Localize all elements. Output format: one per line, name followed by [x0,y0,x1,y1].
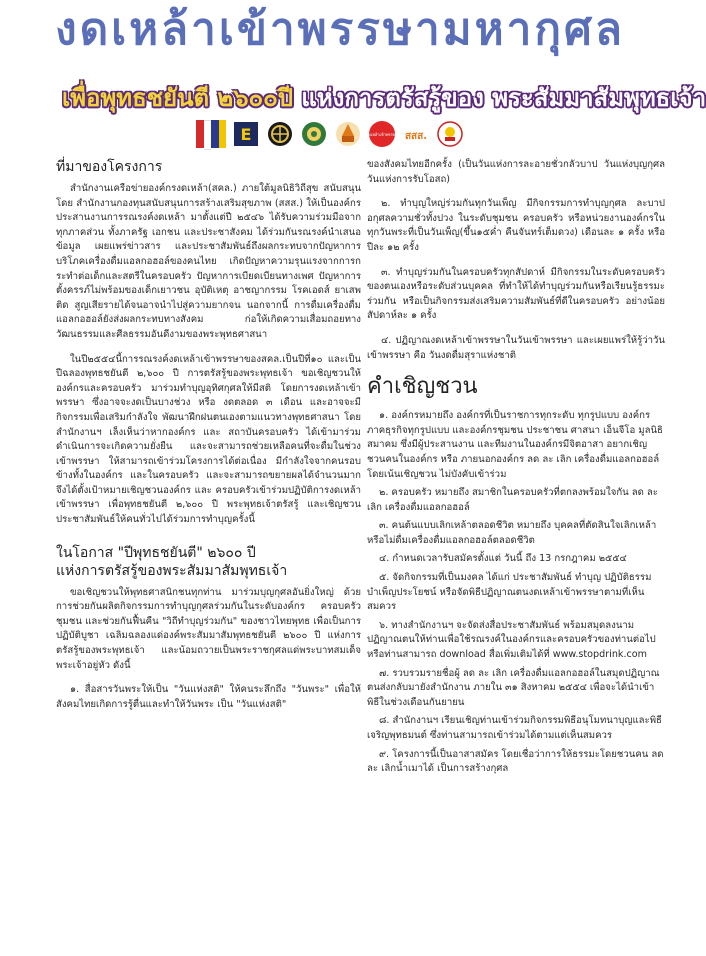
activity-item-2: ๒. ทำบุญใหญ่ร่วมกันทุกวันเพ็ญ มีกิจกรรมการทำบุญกุศล ละบาป อกุศลความชั่วทั้งปวง ในระดับชุมชน ครอบครัว หรือหน่วยงานองค์กรในทุกวันพระที่เป็นวันเพ็ญ(ขึ้น๑๕ค่ำ คืนจันทร์เต็มดวง) เดือนละ ๑ ครั้ง หรือปีละ ๑๒ ครั้ง [367,198,665,253]
activity-item-3: ๓. ทำบุญร่วมกันในครอบครัวทุกสัปดาห์ มีกิจกรรมในระดับครอบครัวของตนเองหรือระดับส่วนบุคคล ที่ทำให้ได้ทำบุญร่วมกันหรือเรียนรู้ธรรมะร่วมกัน หรือเป็นกิจกรรมส่งเสริมความสัมพันธ์ที่ดีในครอบครัว อย่างน้อยสัปดาห์ละ ๑ ครั้ง [367,266,665,322]
buddhist-emblem-logo [436,120,464,148]
red-campaign-label: งดเหล้าเข้าพรรษา [366,132,398,137]
invitation-item: ๙. โครงการนี้เป็นอาสาสมัคร โดยเชื่อว่าการให้ธรรมะโดยชวนคน ลด ละ เลิกน้ำเมาได้ เป็นการสร้างกุศล [367,748,664,775]
section-heading-invitation: คำเชิญชวน [367,374,478,400]
sss-logo [402,120,430,148]
section-heading-background: ที่มาของโครงการ [56,159,163,175]
wheel-emblem-logo [266,120,294,148]
section-heading-occasion-line1: ในโอกาส "ปีพุทธชยันตี" ๒๖๐๐ ปี [56,544,256,561]
thai-flag-logo [196,120,226,148]
subtitle-main: เพื่อพุทธชยันตี ๒๖๐๐ปี [62,84,294,112]
sss-label: สสส. [404,131,428,142]
page-subtitle [62,84,706,112]
subtitle-tail: แห่งการตรัสรู้ของ พระสัมมาสัมพุทธเจ้า [293,84,706,112]
invitation-item: ๓. คนต้นแบบเลิกเหล้าตลอดชีวิต หมายถึง บุคคลที่ตัดสินใจเลิกเหล้าหรือไม่ดื่มเครื่องดื่มแอลกอฮอล์ตลอดชีวิต [367,520,657,546]
green-seal-logo [300,120,328,148]
page-title: งดเหล้าเข้าพรรษามหากุศล [55,4,625,55]
background-paragraph-1: สำนักงานเครือข่ายองค์กรงดเหล้า(สคล.) ภายใต้มูลนิธิวิถีสุข สนับสนุนโดย สำนักงานกองทุนสนับสนุนการสร้างเสริมสุขภาพ (สสส.) ให้เป็นองค์กรประสานงานการรณรงค์งดเหล้า มาตั้งแต่ปี ๒๕๔๖ ได้รับความร่วมมือจากทุกภาคส่วน ทั้งภาครัฐ เอกชน และประชาสังคม ได้ร่วมกันรณรงค์นำเสนอข้อมูล เผยแพร่ข่าวสาร และประชาสัมพันธ์ถึงผลกระทบจากปัญหาการบริโภคเครื่องดื่มแอลกอฮอล์ของคนไทย เกิดปัญหาความรุนแรงจากการกระทำต่อเด็กและสตรีในครอบครัว ปัญหาการเบียดเบียนทางเพศ ปัญหาการตั้งครรภ์ไม่พร้อมของเด็กเยาวชน อุบัติเหตุ อาชญากรรม โรคเอดส์ ยาเสพติด สูญเสียรายได้จนอาจนำไปสู่ความยากจน นอกจากนี้ การดื่มเครื่องดื่มแอลกอฮอล์ยังส่งผลกระทบทางสังคม ก่อให้เกิดความเสื่อมถอยทางวัฒนธรรมและศีลธรรมอันดีงามของพระพุทธศาสนา [56,183,361,340]
e-emblem-label: E [240,125,252,144]
invitation-item: ๗. รวบรวมรายชื่อผู้ ลด ละ เลิก เครื่องดื่มแอลกอฮอล์ในสมุดปฏิญาณตนส่งกลับมายังสำนักงาน ภายใน ๓๑ สิงหาคม ๒๕๕๔ เพื่อจะได้นำเข้าพิธีในช่วงเดือนกันยายน [367,667,660,708]
background-paragraph-2: ในปี๒๕๕๔นี้การรณรงค์งดเหล้าเข้าพรรษาของสคล.เป็นปีที่๑๐ และเป็นปีฉลองพุทธชยันตี ๒,๖๐๐ ปี การตรัสรู้ของพระพุทธเจ้า ขอเชิญชวนให้องค์กรและครอบครัว มาร่วมทำบุญอุทิศกุศลให้มีสติ โดยการงดเหล้าเข้าพรรษา ซึ่งอาจจะงดเป็นบางช่วง หรือ งดตลอด ๓ เดือน และอาจจะมีกิจกรรมเพื่อเสริมกำลังใจ พัฒนาฝึกฝนตนเองตามแนวทางพุทธศาสนา โดยสำนักงานฯ เล็งเห็นว่าหากองค์กร และ สถาบันครอบครัว ได้เข้ามาร่วมดำเนินการจะเกิดความยั่งยืน และจะสามารถช่วยเหลือคนที่จะดื่มในช่วงเข้าพรรษา ให้สามารถเข้าร่วมโครงการได้ต่อเนื่อง มีกำลังใจจากคนรอบข้างทั้งในองค์กร และในครอบครัว และจะสามารถขยายผลได้จำนวนมาก จึงได้ตั้งเป้าหมายเชิญชวนองค์กร และ ครอบครัวเข้าร่วมปฏิบัติการงดเหล้าเข้าพรรษา เพื่อพุทธชยันตี ๒,๖๐๐ ปี พระพุทธเจ้าตรัสรู้ และเชิญชวนประชาสัมพันธ์ให้คนทั่วไปได้ร่วมการทำบุญครั้งนี้ [56,353,361,526]
right-column [367,158,665,948]
activity-item-1: ๑. สื่อสารวันพระให้เป็น "วันแห่งสติ" ให้คนระลึกถึง "วันพระ" เพื่อให้สังคมไทยเกิดการรู้ตื่นและทำให้วันพระ เป็น "วันแห่งสติ" [56,684,361,710]
invitation-item: ๘. สำนักงานฯ เรียนเชิญท่านเข้าร่วมกิจกรรมพิธีอนุโมทนาบุญและพิธีเจริญพุทธมนต์ ซึ่งท่านสามารถเข้าร่วมได้ตามแต่เห็นสมควร [367,715,662,741]
red-campaign-logo [368,120,396,148]
left-column [56,158,361,948]
activity-item-1-cont: ของสังคมไทยอีกครั้ง (เป็นวันแห่งการละอายชั่วกลัวบาป วันแห่งบุญกุศล วันแห่งการรับโอสถ) [367,159,665,185]
invitation-item: ๕. จัดกิจกรรมที่เป็นมงคล ได้แก่ ประชาสัมพันธ์ ทำบุญ ปฏิบัติธรรม บำเพ็ญประโยชน์ หรือจัดพิธีปฏิญาณตนงดเหล้าเข้าพรรษาตามที่เห็นสมควร [367,572,652,613]
orange-temple-logo [334,120,362,148]
occasion-paragraph: ขอเชิญชวนให้พุทธศาสนิกชนทุกท่าน มาร่วมบุญกุศลอันยิ่งใหญ่ ด้วยการช่วยกันผลิตกิจกรรมการทำบุญกุศลร่วมกันในระดับองค์กร ครอบครัว ชุมชน และช่วยกันฟื้นคืน "วิถีทำบุญร่วมกัน" ของชาวไทยพุทธ เพื่อเป็นการปฏิบัติบูชา เฉลิมฉลองแด่องค์พระสัมมาสัมพุทธชยันตี ๒๖๐๐ ปี แห่งการตรัสรู้ของพระพุทธเจ้า และน้อมถวายเป็นพระราชกุศลแด่พระบาทสมเด็จพระเจ้าอยู่หัว ดังนี้ [56,586,361,671]
activity-item-4: ๔. ปฏิญาณงดเหล้าเข้าพรรษาในวันเข้าพรรษา และเผยแพร่ให้รู้ว่าวันเข้าพรรษา คือ วันงดดื่มสุราแห่งชาติ [367,334,665,361]
invitation-item: ๑. องค์กรหมายถึง องค์กรที่เป็นราชการทุกระดับ ทุกรูปแบบ องค์กรภาคธุรกิจทุกรูปแบบ และองค์กรชุมชน ประชาชน ศาสนา เอ็นจีโอ มูลนิธิ สมาคม ซึ่งมีผู้ประสานงาน และทีมงานในองค์กรมีจิตอาสา อยากเชิญชวนคนในองค์กร หรือ ภายนอกองค์กร ลด ละ เลิก เครื่องดื่มแอลกอฮอล์โดยเน้นเชิญชวน ไม่บังคับเข้าร่วม [367,410,663,480]
invitation-item: ๔. กำหนดเวลารับสมัครตั้งแต่ วันนี้ ถึง 13 กรกฎาคม ๒๕๕๔ [379,553,627,565]
invitation-item: ๒. ครอบครัว หมายถึง สมาชิกในครอบครัวที่ตกลงพร้อมใจกัน ลด ละ เลิก เครื่องดื่มแอลกอฮอล์ [367,487,658,513]
invitation-item: ๖. ทางสำนักงานฯ จะจัดส่งสื่อประชาสัมพันธ์ พร้อมสมุดลงนามปฏิญาณตนให้ท่านเพื่อใช้รณรงค์ในองค์กรและครอบครัวของท่านต่อไปหรือท่านสามารถ download สื่อเพิ่มเติมได้ที่ www.stopdrink.com [367,619,656,661]
sponsor-logos [196,118,496,150]
section-heading-occasion-line2: แห่งการตรัสรู้ของพระสัมมาสัมพุทธเจ้า [56,562,288,579]
e-emblem-logo [232,120,260,148]
